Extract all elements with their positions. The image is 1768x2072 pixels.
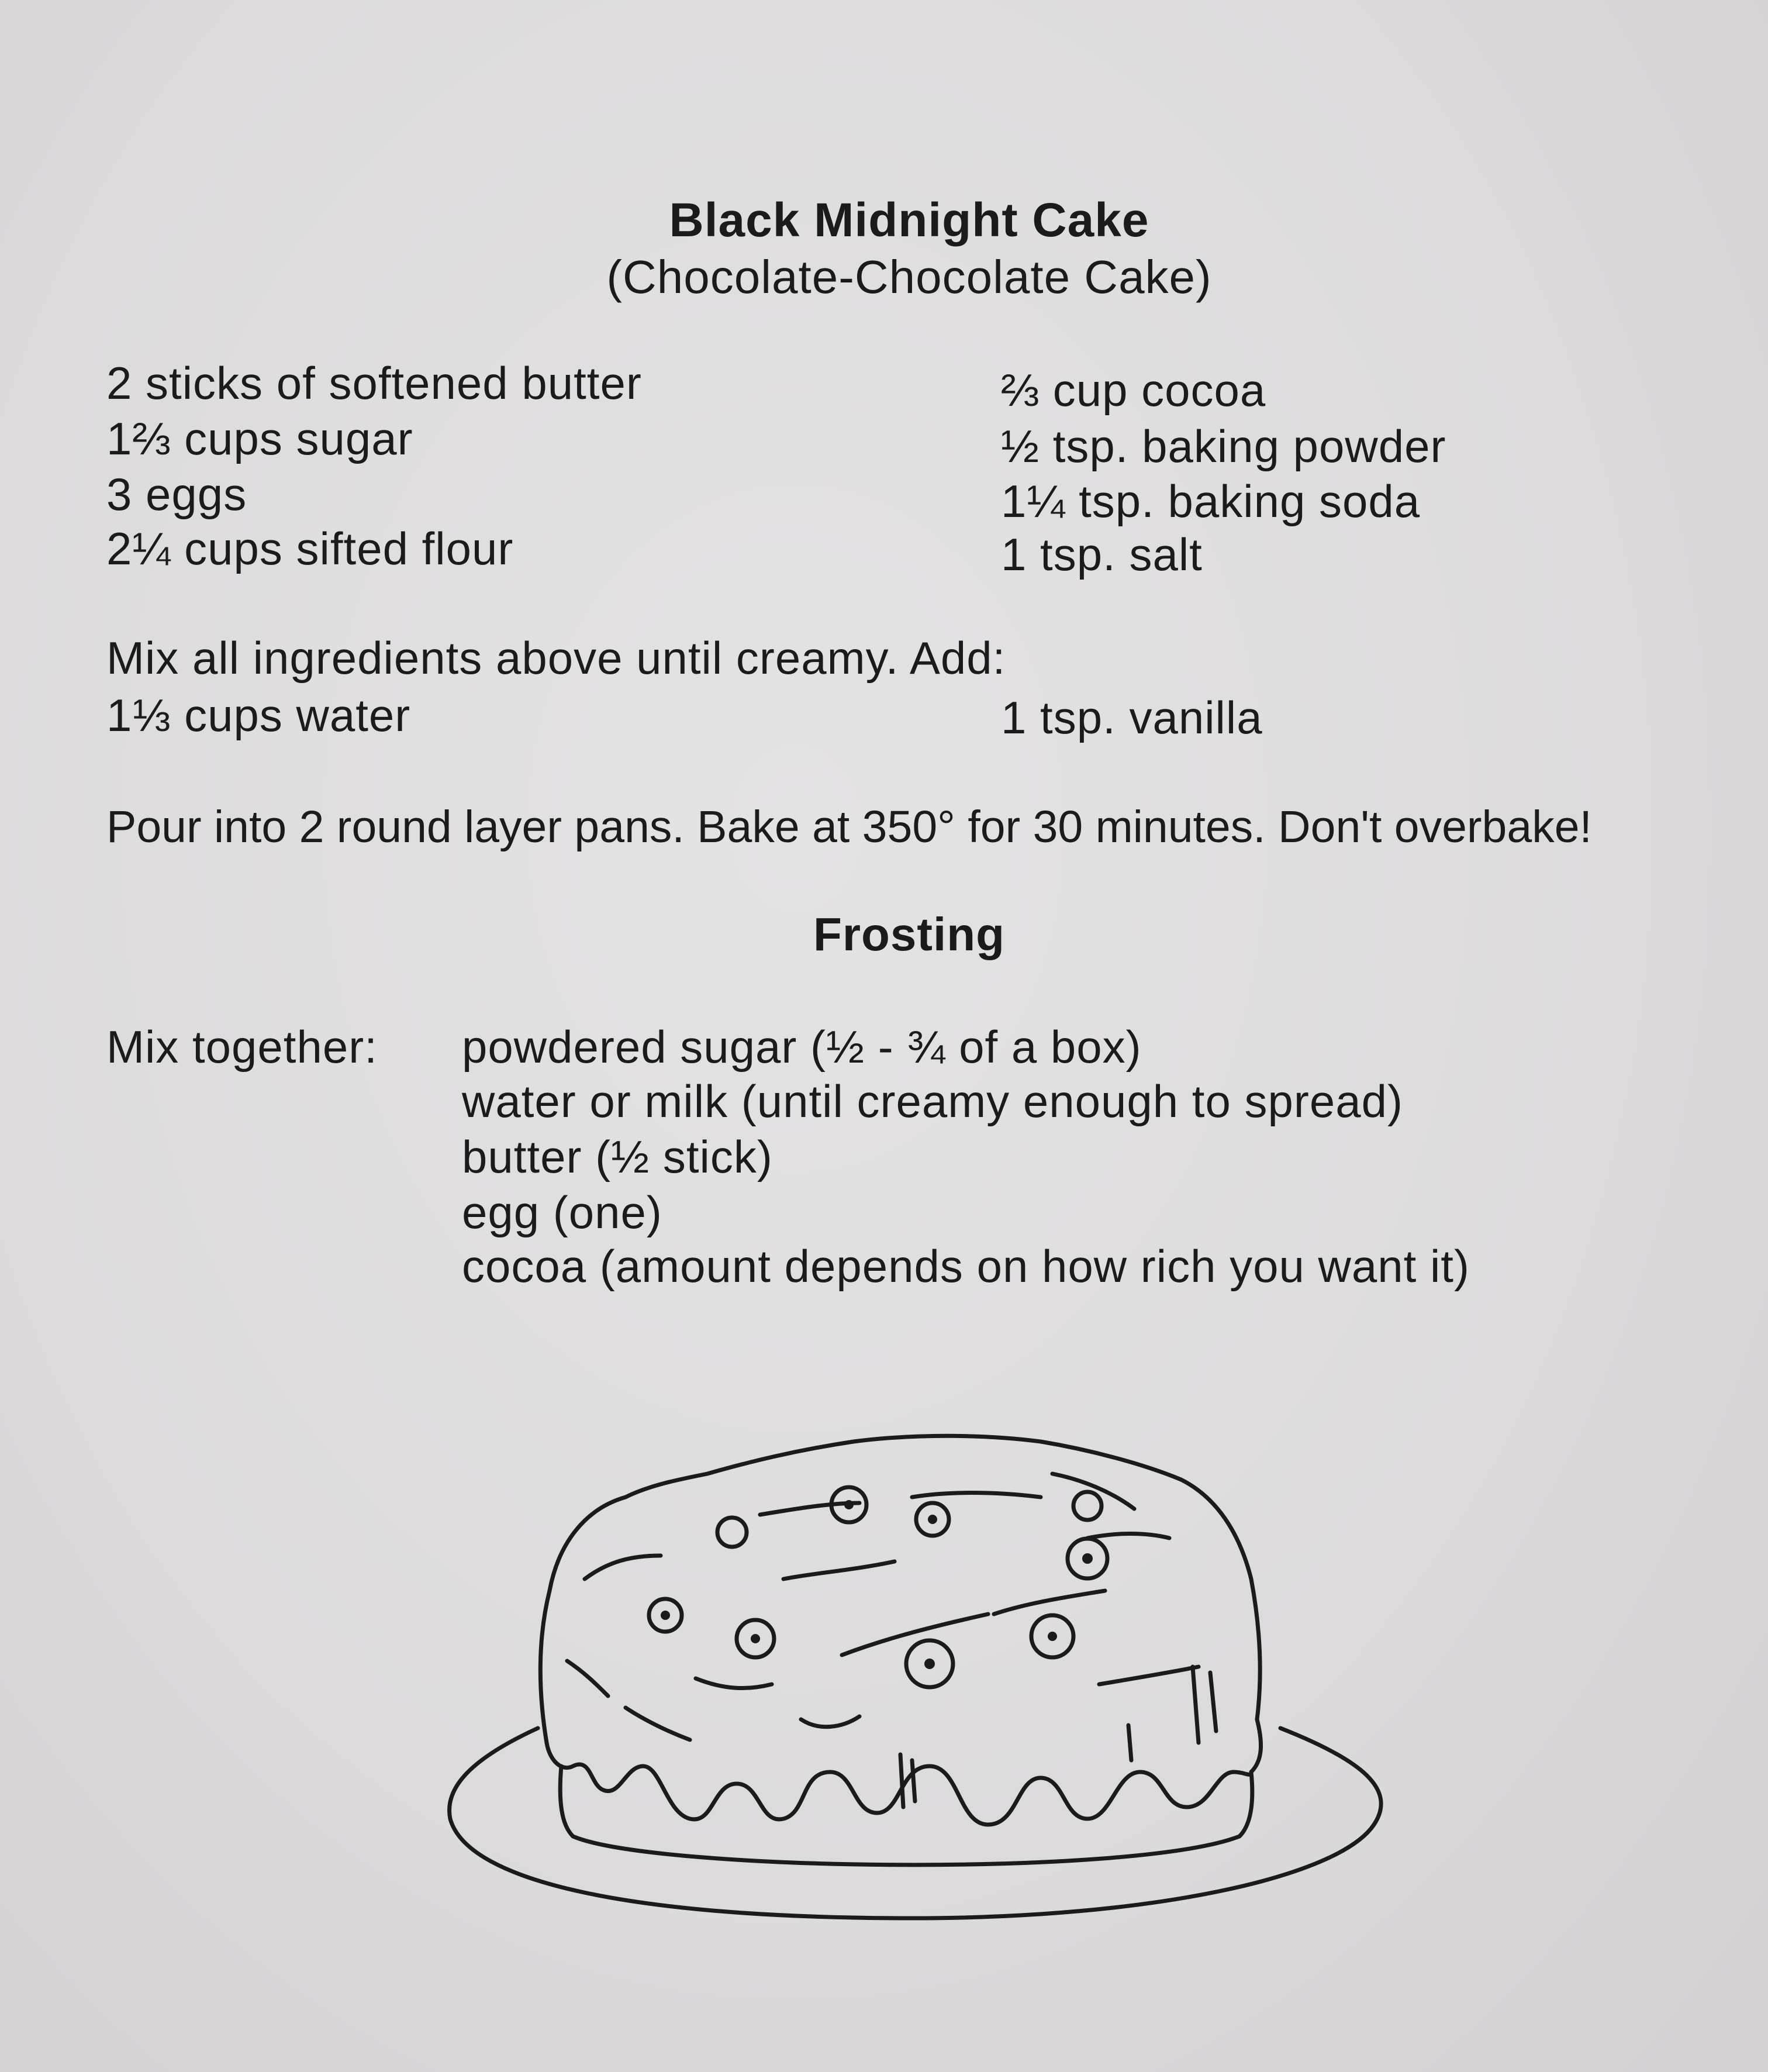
- ingredient-right-2: ½ tsp. baking powder: [1001, 420, 1446, 472]
- frosting-title: Frosting: [813, 908, 1005, 960]
- ingredient-left-2: 1⅔ cups sugar: [106, 413, 413, 464]
- ingredient-left-3: 3 eggs: [106, 468, 247, 520]
- addition-vanilla: 1 tsp. vanilla: [1001, 692, 1263, 743]
- frosting-item-2: water or milk (until creamy enough to spread): [462, 1075, 1403, 1127]
- addition-water: 1⅓ cups water: [106, 689, 411, 741]
- frosting-item-5: cocoa (amount depends on how rich you want it): [462, 1240, 1470, 1292]
- recipe-title: Black Midnight Cake: [669, 194, 1149, 247]
- bake-instruction: Pour into 2 round layer pans. Bake at 350° for 30 minutes. Don't overbake!: [106, 802, 1592, 852]
- frosted-cake-icon: [433, 1415, 1391, 1953]
- frosting-label: Mix together:: [106, 1021, 378, 1073]
- ingredient-right-1: ⅔ cup cocoa: [1001, 364, 1266, 416]
- ingredient-right-3: 1¼ tsp. baking soda: [1001, 475, 1421, 527]
- mix-instruction: Mix all ingredients above until creamy. Add:: [106, 632, 1006, 684]
- frosting-item-4: egg (one): [462, 1187, 662, 1238]
- ingredient-left-4: 2¼ cups sifted flour: [106, 523, 514, 574]
- ingredient-right-4: 1 tsp. salt: [1001, 529, 1203, 580]
- ingredient-left-1: 2 sticks of softened butter: [106, 357, 642, 409]
- frosting-item-3: butter (½ stick): [462, 1131, 773, 1182]
- frosting-item-1: powdered sugar (½ - ¾ of a box): [462, 1021, 1142, 1073]
- recipe-subtitle: (Chocolate-Chocolate Cake): [606, 251, 1212, 303]
